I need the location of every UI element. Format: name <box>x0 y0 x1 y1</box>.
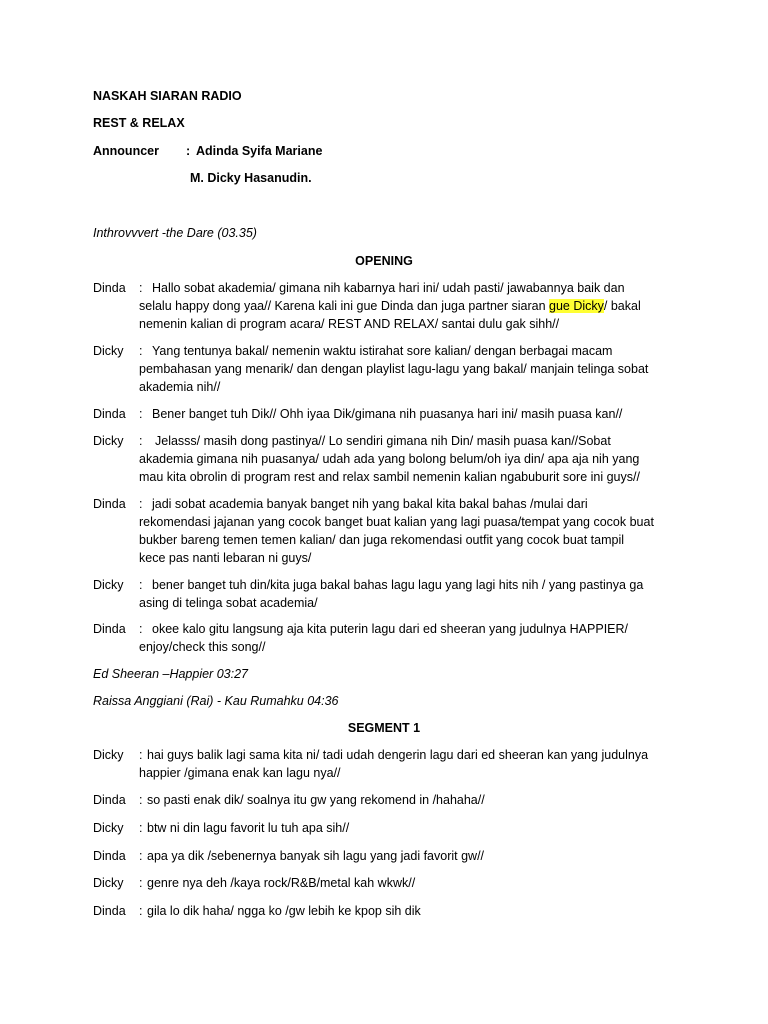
speaker-colon: : <box>139 407 143 421</box>
dialogue-line: enjoy/check this song// <box>139 640 266 654</box>
song-title: Ed Sheeran –Happier 03:27 <box>93 667 248 681</box>
dialogue-line: btw ni din lagu favorit lu tuh apa sih// <box>147 821 350 835</box>
dialogue-line: genre nya deh /kaya rock/R&B/metal kah wkwk// <box>147 876 416 890</box>
speaker-label: Dicky <box>93 821 124 835</box>
speaker-label: Dinda <box>93 281 126 295</box>
program-name: REST & RELAX <box>93 116 185 130</box>
dialogue-line: apa ya dik /sebenernya banyak sih lagu yang jadi favorit gw// <box>147 849 485 863</box>
speaker-label: Dinda <box>93 497 126 511</box>
speaker-colon: : <box>139 578 143 592</box>
announcer-name-1: Adinda Syifa Mariane <box>196 144 323 158</box>
dialogue-line: Jelasss/ masih dong pastinya// Lo sendiri gimana nih Din/ masih puasa kan//Sobat <box>155 434 611 448</box>
announcer-name-2: M. Dicky Hasanudin. <box>190 171 312 185</box>
speaker-label: Dicky <box>93 434 124 448</box>
section-heading-opening: OPENING <box>355 254 413 268</box>
dialogue-line: gila lo dik haha/ ngga ko /gw lebih ke kpop sih dik <box>147 904 421 918</box>
intro-song: Inthrovvvert -the Dare (03.35) <box>93 226 257 240</box>
dialogue-line: nemenin kalian di program acara/ REST AND RELAX/ santai dulu gak sihh// <box>139 317 560 331</box>
speaker-colon: : <box>139 821 143 835</box>
speaker-label: Dicky <box>93 344 124 358</box>
dialogue-line: kece pas nanti lebaran ni guys/ <box>139 551 312 565</box>
dialogue-line: so pasti enak dik/ soalnya itu gw yang rekomend in /hahaha// <box>147 793 485 807</box>
dialogue-line: okee kalo gitu langsung aja kita puterin lagu dari ed sheeran yang judulnya HAPPIER/ <box>152 622 629 636</box>
dialogue-line: akademia nih// <box>139 380 221 394</box>
dialogue-line: Yang tentunya bakal/ nemenin waktu istirahat sore kalian/ dengan berbagai macam <box>152 344 613 358</box>
speaker-colon: : <box>139 793 143 807</box>
speaker-colon: : <box>139 281 143 295</box>
speaker-colon: : <box>139 622 143 636</box>
dialogue-line: mau kita obrolin di program rest and relax sambil nemenin kalian ngabuburit sore ini guys// <box>139 470 640 484</box>
speaker-label: Dicky <box>93 876 124 890</box>
speaker-label: Dinda <box>93 849 126 863</box>
speaker-label: Dicky <box>93 578 124 592</box>
dialogue-line: rekomendasi jajanan yang cocok banget buat kalian yang lagi puasa/tempat yang cocok buat <box>139 515 654 529</box>
speaker-label: Dinda <box>93 793 126 807</box>
speaker-colon: : <box>139 497 143 511</box>
dialogue-line: Hallo sobat akademia/ gimana nih kabarnya hari ini/ udah pasti/ jawabannya baik dan <box>152 281 625 295</box>
announcer-label: Announcer <box>93 144 159 158</box>
speaker-colon: : <box>139 904 143 918</box>
song-title: Raissa Anggiani (Rai) - Kau Rumahku 04:36 <box>93 694 339 708</box>
speaker-label: Dicky <box>93 748 124 762</box>
dialogue-line: bukber bareng temen temen kalian/ dan juga rekomendasi outfit yang cocok buat tampil <box>139 533 625 547</box>
speaker-colon: : <box>139 748 143 762</box>
dialogue-line: pembahasan yang menarik/ dan dengan playlist lagu-lagu yang bakal/ manjain telinga sobat <box>139 362 649 376</box>
dialogue-line: hai guys balik lagi sama kita ni/ tadi udah dengerin lagu dari ed sheeran kan yang judulnya <box>147 748 649 762</box>
speaker-colon: : <box>139 344 143 358</box>
dialogue-line: jadi sobat academia banyak banget nih yang bakal kita bakal bahas /mulai dari <box>152 497 588 511</box>
speaker-label: Dinda <box>93 407 126 421</box>
speaker-colon: : <box>139 849 143 863</box>
dialogue-line: akademia gimana nih puasanya/ udah ada yang bolong belum/oh iya din/ apa aja nih yang <box>139 452 640 466</box>
document-title: NASKAH SIARAN RADIO <box>93 89 242 103</box>
dialogue-line: selalu happy dong yaa// Karena kali ini gue Dinda dan juga partner siaran gue Dicky/ bakal <box>139 299 641 313</box>
dialogue-line: asing di telinga sobat academia/ <box>139 596 318 610</box>
speaker-colon: : <box>139 876 143 890</box>
speaker-colon: : <box>139 434 143 448</box>
highlighted-text: gue Dicky <box>549 299 604 313</box>
dialogue-line: bener banget tuh din/kita juga bakal bahas lagu lagu yang lagi hits nih / yang pastinya ga <box>152 578 644 592</box>
speaker-label: Dinda <box>93 622 126 636</box>
section-heading-segment-1: SEGMENT 1 <box>347 721 421 735</box>
announcer-colon: : <box>186 144 191 158</box>
speaker-label: Dinda <box>93 904 126 918</box>
dialogue-line: happier /gimana enak kan lagu nya// <box>139 766 341 780</box>
dialogue-line: Bener banget tuh Dik// Ohh iyaa Dik/gimana nih puasanya hari ini/ masih puasa kan// <box>152 407 623 421</box>
